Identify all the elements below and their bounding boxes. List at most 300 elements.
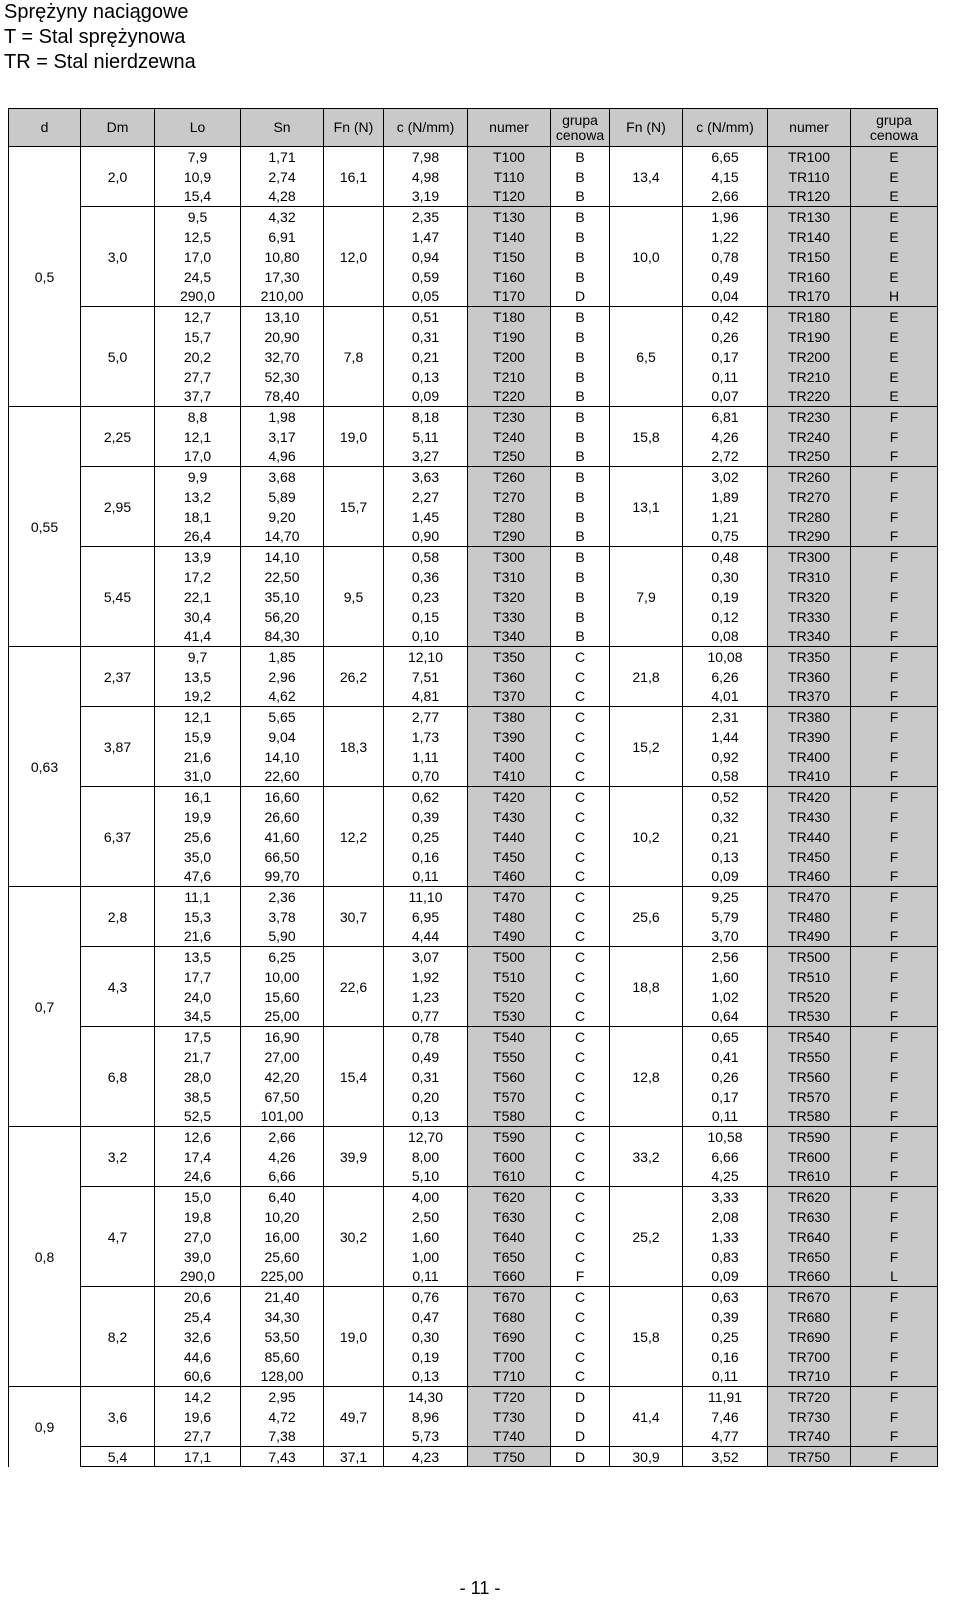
cell-grupa: C	[551, 1147, 610, 1167]
cell-c-tr: 7,46	[683, 1407, 768, 1427]
cell-c: 0,59	[384, 267, 468, 287]
cell-grupa-tr: F	[851, 507, 938, 527]
cell-numer-tr: TR560	[768, 1067, 851, 1087]
cell-c: 5,10	[384, 1167, 468, 1187]
cell-c: 0,49	[384, 1047, 468, 1067]
cell-grupa-tr: E	[851, 347, 938, 367]
cell-c-tr: 0,26	[683, 327, 768, 347]
cell-grupa-tr: F	[851, 1087, 938, 1107]
cell-lo: 20,6	[155, 1287, 241, 1307]
cell-numer: T310	[468, 567, 551, 587]
cell-grupa: C	[551, 1127, 610, 1147]
cell-sn: 10,80	[241, 247, 324, 267]
cell-numer-tr: TR110	[768, 167, 851, 187]
cell-c: 4,81	[384, 687, 468, 707]
cell-sn: 16,60	[241, 787, 324, 807]
cell-lo: 35,0	[155, 847, 241, 867]
cell-numer-tr: TR130	[768, 207, 851, 227]
cell-c-tr: 0,75	[683, 527, 768, 547]
cell-grupa-tr: F	[851, 767, 938, 787]
cell-grupa-tr: F	[851, 1007, 938, 1027]
cell-sn: 66,50	[241, 847, 324, 867]
cell-sn: 10,00	[241, 967, 324, 987]
cell-c-tr: 0,32	[683, 807, 768, 827]
cell-grupa-tr: F	[851, 1147, 938, 1167]
table-row	[9, 407, 938, 427]
cell-grupa: B	[551, 607, 610, 627]
cell-sn: 101,00	[241, 1107, 324, 1127]
header-fn-tr: Fn (N)	[610, 109, 683, 147]
cell-c-tr: 10,58	[683, 1127, 768, 1147]
cell-fn-tr: 30,9	[610, 1447, 683, 1467]
cell-grupa-tr: F	[851, 807, 938, 827]
cell-c-tr: 2,56	[683, 947, 768, 967]
cell-sn: 7,38	[241, 1427, 324, 1447]
cell-c: 12,10	[384, 647, 468, 667]
cell-sn: 225,00	[241, 1267, 324, 1287]
cell-c: 0,58	[384, 547, 468, 567]
cell-c-tr: 1,22	[683, 227, 768, 247]
cell-lo: 24,5	[155, 267, 241, 287]
cell-lo: 34,5	[155, 1007, 241, 1027]
cell-sn: 2,66	[241, 1127, 324, 1147]
cell-numer-tr: TR600	[768, 1147, 851, 1167]
cell-grupa: C	[551, 1047, 610, 1067]
cell-numer-tr: TR680	[768, 1307, 851, 1327]
cell-grupa-tr: F	[851, 887, 938, 907]
cell-fn: 9,5	[324, 547, 384, 647]
cell-grupa: C	[551, 1247, 610, 1267]
cell-lo: 19,2	[155, 687, 241, 707]
cell-lo: 9,9	[155, 467, 241, 487]
cell-grupa-tr: F	[851, 587, 938, 607]
cell-numer-tr: TR630	[768, 1207, 851, 1227]
cell-numer: T630	[468, 1207, 551, 1227]
cell-numer-tr: TR460	[768, 867, 851, 887]
cell-fn-tr: 13,1	[610, 467, 683, 547]
cell-grupa: D	[551, 1387, 610, 1407]
cell-lo: 8,8	[155, 407, 241, 427]
cell-c-tr: 0,92	[683, 747, 768, 767]
cell-lo: 12,1	[155, 707, 241, 727]
cell-numer-tr: TR590	[768, 1127, 851, 1147]
table-row	[9, 547, 938, 567]
table-row	[9, 947, 938, 967]
cell-numer-tr: TR670	[768, 1287, 851, 1307]
cell-fn-tr: 10,0	[610, 207, 683, 307]
cell-lo: 41,4	[155, 627, 241, 647]
cell-numer-tr: TR740	[768, 1427, 851, 1447]
cell-grupa-tr: H	[851, 287, 938, 307]
cell-lo: 13,5	[155, 947, 241, 967]
cell-grupa-tr: F	[851, 847, 938, 867]
cell-c-tr: 0,04	[683, 287, 768, 307]
cell-lo: 21,6	[155, 747, 241, 767]
cell-c: 1,60	[384, 1227, 468, 1247]
title-line-2: T = Stal sprężynowa	[4, 26, 186, 48]
cell-grupa-tr: F	[851, 947, 938, 967]
cell-fn-tr: 18,8	[610, 947, 683, 1027]
cell-grupa: B	[551, 327, 610, 347]
cell-numer: T690	[468, 1327, 551, 1347]
cell-grupa: C	[551, 1327, 610, 1347]
cell-fn-tr: 15,8	[610, 1287, 683, 1387]
cell-c-tr: 0,16	[683, 1347, 768, 1367]
cell-c: 1,73	[384, 727, 468, 747]
cell-grupa-tr: F	[851, 487, 938, 507]
cell-numer: T430	[468, 807, 551, 827]
cell-grupa: B	[551, 167, 610, 187]
cell-c: 7,51	[384, 667, 468, 687]
cell-grupa: C	[551, 767, 610, 787]
cell-c-tr: 0,09	[683, 1267, 768, 1287]
cell-numer-tr: TR160	[768, 267, 851, 287]
cell-numer: T460	[468, 867, 551, 887]
header-d: d	[9, 109, 81, 147]
cell-c: 8,00	[384, 1147, 468, 1167]
cell-c-tr: 0,26	[683, 1067, 768, 1087]
cell-c: 6,95	[384, 907, 468, 927]
cell-c: 0,15	[384, 607, 468, 627]
cell-lo: 39,0	[155, 1247, 241, 1267]
cell-numer: T200	[468, 347, 551, 367]
cell-grupa-tr: F	[851, 467, 938, 487]
cell-c: 2,50	[384, 1207, 468, 1227]
header-grupa-tr-line1: grupa	[876, 111, 912, 128]
cell-c-tr: 1,33	[683, 1227, 768, 1247]
cell-grupa-tr: L	[851, 1267, 938, 1287]
cell-sn: 42,20	[241, 1067, 324, 1087]
cell-numer-tr: TR220	[768, 387, 851, 407]
cell-c: 0,94	[384, 247, 468, 267]
cell-c: 12,70	[384, 1127, 468, 1147]
cell-numer-tr: TR230	[768, 407, 851, 427]
cell-grupa-tr: F	[851, 787, 938, 807]
cell-lo: 30,4	[155, 607, 241, 627]
header-numer: numer	[468, 109, 551, 147]
cell-c-tr: 0,11	[683, 1367, 768, 1387]
cell-lo: 15,0	[155, 1187, 241, 1207]
cell-numer-tr: TR430	[768, 807, 851, 827]
cell-grupa-tr: F	[851, 1447, 938, 1467]
cell-grupa-tr: E	[851, 167, 938, 187]
cell-fn: 7,8	[324, 307, 384, 407]
cell-sn: 4,62	[241, 687, 324, 707]
table-row	[9, 1127, 938, 1147]
cell-numer: T610	[468, 1167, 551, 1187]
cell-grupa-tr: F	[851, 1167, 938, 1187]
cell-numer: T330	[468, 607, 551, 627]
table-row	[9, 207, 938, 227]
cell-grupa-tr: F	[851, 1387, 938, 1407]
table-row	[9, 1187, 938, 1207]
cell-grupa-tr: F	[851, 727, 938, 747]
cell-c-tr: 2,08	[683, 1207, 768, 1227]
cell-fn: 18,3	[324, 707, 384, 787]
cell-sn: 4,72	[241, 1407, 324, 1427]
cell-sn: 52,30	[241, 367, 324, 387]
cell-lo: 27,7	[155, 1427, 241, 1447]
cell-sn: 17,30	[241, 267, 324, 287]
cell-dm: 2,37	[81, 647, 155, 707]
cell-grupa: C	[551, 1227, 610, 1247]
cell-c: 3,07	[384, 947, 468, 967]
cell-lo: 7,9	[155, 147, 241, 167]
cell-fn-tr: 12,8	[610, 1027, 683, 1127]
cell-numer: T350	[468, 647, 551, 667]
cell-numer: T720	[468, 1387, 551, 1407]
cell-c: 1,45	[384, 507, 468, 527]
cell-sn: 3,68	[241, 467, 324, 487]
cell-numer: T340	[468, 627, 551, 647]
cell-grupa-tr: F	[851, 687, 938, 707]
cell-numer-tr: TR650	[768, 1247, 851, 1267]
cell-numer-tr: TR610	[768, 1167, 851, 1187]
cell-numer: T160	[468, 267, 551, 287]
cell-numer-tr: TR510	[768, 967, 851, 987]
cell-numer: T170	[468, 287, 551, 307]
cell-dm: 5,45	[81, 547, 155, 647]
cell-grupa-tr: F	[851, 707, 938, 727]
cell-numer: T360	[468, 667, 551, 687]
cell-grupa-tr: F	[851, 1367, 938, 1387]
cell-grupa: B	[551, 247, 610, 267]
cell-numer: T740	[468, 1427, 551, 1447]
cell-fn-tr: 15,8	[610, 407, 683, 467]
cell-c-tr: 0,64	[683, 1007, 768, 1027]
cell-grupa-tr: F	[851, 1407, 938, 1427]
cell-c: 0,05	[384, 287, 468, 307]
cell-lo: 25,4	[155, 1307, 241, 1327]
cell-c: 0,11	[384, 1267, 468, 1287]
cell-numer: T680	[468, 1307, 551, 1327]
cell-numer-tr: TR340	[768, 627, 851, 647]
cell-grupa: C	[551, 1067, 610, 1087]
header-row	[9, 109, 938, 147]
cell-grupa-tr: E	[851, 187, 938, 207]
cell-c: 0,31	[384, 1067, 468, 1087]
cell-numer: T440	[468, 827, 551, 847]
cell-sn: 26,60	[241, 807, 324, 827]
cell-lo: 290,0	[155, 287, 241, 307]
table-row	[9, 1447, 938, 1467]
cell-grupa: B	[551, 307, 610, 327]
cell-lo: 60,6	[155, 1367, 241, 1387]
cell-grupa: B	[551, 487, 610, 507]
cell-numer-tr: TR710	[768, 1367, 851, 1387]
cell-sn: 84,30	[241, 627, 324, 647]
cell-fn: 37,1	[324, 1447, 384, 1467]
cell-numer: T730	[468, 1407, 551, 1427]
cell-numer-tr: TR400	[768, 747, 851, 767]
cell-sn: 7,43	[241, 1447, 324, 1467]
cell-c: 2,35	[384, 207, 468, 227]
cell-c-tr: 0,49	[683, 267, 768, 287]
cell-numer-tr: TR250	[768, 447, 851, 467]
header-grupa-cenowa	[551, 109, 610, 147]
cell-numer-tr: TR580	[768, 1107, 851, 1127]
cell-grupa-tr: F	[851, 1347, 938, 1367]
cell-sn: 53,50	[241, 1327, 324, 1347]
cell-lo: 17,2	[155, 567, 241, 587]
header-numer-tr: numer	[768, 109, 851, 147]
cell-fn: 30,7	[324, 887, 384, 947]
cell-sn: 25,00	[241, 1007, 324, 1027]
cell-c-tr: 3,52	[683, 1447, 768, 1467]
header-lo: Lo	[155, 109, 241, 147]
cell-numer-tr: TR690	[768, 1327, 851, 1347]
cell-numer: T470	[468, 887, 551, 907]
cell-numer: T120	[468, 187, 551, 207]
cell-lo: 17,1	[155, 1447, 241, 1467]
cell-numer: T510	[468, 967, 551, 987]
cell-dm: 2,0	[81, 147, 155, 207]
cell-c: 0,13	[384, 1367, 468, 1387]
cell-c-tr: 0,13	[683, 847, 768, 867]
cell-grupa-tr: F	[851, 1207, 938, 1227]
cell-numer-tr: TR730	[768, 1407, 851, 1427]
cell-c-tr: 4,15	[683, 167, 768, 187]
cell-c-tr: 0,63	[683, 1287, 768, 1307]
cell-numer: T560	[468, 1067, 551, 1087]
cell-lo: 13,9	[155, 547, 241, 567]
cell-grupa: C	[551, 987, 610, 1007]
cell-c: 0,30	[384, 1327, 468, 1347]
cell-lo: 32,6	[155, 1327, 241, 1347]
cell-sn: 6,25	[241, 947, 324, 967]
cell-grupa: C	[551, 1107, 610, 1127]
cell-c: 7,98	[384, 147, 468, 167]
cell-lo: 26,4	[155, 527, 241, 547]
cell-numer: T700	[468, 1347, 551, 1367]
cell-lo: 20,2	[155, 347, 241, 367]
cell-numer-tr: TR620	[768, 1187, 851, 1207]
cell-c: 5,73	[384, 1427, 468, 1447]
cell-grupa-tr: E	[851, 307, 938, 327]
cell-c-tr: 1,96	[683, 207, 768, 227]
cell-numer-tr: TR530	[768, 1007, 851, 1027]
cell-numer: T250	[468, 447, 551, 467]
cell-grupa: C	[551, 1087, 610, 1107]
cell-sn: 56,20	[241, 607, 324, 627]
cell-lo: 15,9	[155, 727, 241, 747]
cell-c-tr: 0,09	[683, 867, 768, 887]
cell-numer: T290	[468, 527, 551, 547]
cell-c-tr: 0,42	[683, 307, 768, 327]
cell-c-tr: 0,58	[683, 767, 768, 787]
cell-grupa-tr: F	[851, 1247, 938, 1267]
cell-c-tr: 11,91	[683, 1387, 768, 1407]
cell-c-tr: 0,21	[683, 827, 768, 847]
cell-c-tr: 3,70	[683, 927, 768, 947]
cell-grupa: D	[551, 1427, 610, 1447]
header-sn: Sn	[241, 109, 324, 147]
cell-grupa: C	[551, 927, 610, 947]
cell-c: 0,16	[384, 847, 468, 867]
cell-grupa: B	[551, 347, 610, 367]
cell-grupa-tr: E	[851, 387, 938, 407]
cell-c-tr: 10,08	[683, 647, 768, 667]
cell-dm: 3,2	[81, 1127, 155, 1187]
cell-grupa-tr: F	[851, 1427, 938, 1447]
cell-c: 4,98	[384, 167, 468, 187]
cell-grupa-tr: E	[851, 367, 938, 387]
cell-sn: 4,96	[241, 447, 324, 467]
cell-grupa-tr: F	[851, 1307, 938, 1327]
cell-dm: 3,0	[81, 207, 155, 307]
cell-grupa: C	[551, 867, 610, 887]
cell-grupa: C	[551, 907, 610, 927]
cell-numer: T620	[468, 1187, 551, 1207]
cell-numer-tr: TR120	[768, 187, 851, 207]
cell-numer: T520	[468, 987, 551, 1007]
cell-sn: 20,90	[241, 327, 324, 347]
cell-fn: 22,6	[324, 947, 384, 1027]
cell-lo: 27,7	[155, 367, 241, 387]
cell-lo: 13,5	[155, 667, 241, 687]
cell-c: 1,00	[384, 1247, 468, 1267]
cell-numer: T660	[468, 1267, 551, 1287]
cell-grupa-tr: F	[851, 1067, 938, 1087]
cell-sn: 34,30	[241, 1307, 324, 1327]
cell-lo: 21,6	[155, 927, 241, 947]
cell-numer-tr: TR570	[768, 1087, 851, 1107]
cell-numer-tr: TR480	[768, 907, 851, 927]
cell-numer: T150	[468, 247, 551, 267]
cell-c: 1,23	[384, 987, 468, 1007]
cell-lo: 15,4	[155, 187, 241, 207]
cell-numer: T240	[468, 427, 551, 447]
cell-lo: 12,1	[155, 427, 241, 447]
cell-c: 0,23	[384, 587, 468, 607]
cell-c-tr: 0,83	[683, 1247, 768, 1267]
cell-numer-tr: TR100	[768, 147, 851, 167]
cell-numer-tr: TR520	[768, 987, 851, 1007]
springs-table	[8, 108, 938, 1467]
cell-lo: 19,8	[155, 1207, 241, 1227]
cell-grupa: C	[551, 687, 610, 707]
cell-grupa: B	[551, 407, 610, 427]
cell-numer: T210	[468, 367, 551, 387]
cell-dm: 8,2	[81, 1287, 155, 1387]
cell-grupa-tr: F	[851, 1227, 938, 1247]
cell-c-tr: 0,25	[683, 1327, 768, 1347]
cell-grupa-tr: F	[851, 1187, 938, 1207]
cell-grupa-tr: F	[851, 607, 938, 627]
cell-fn: 15,4	[324, 1027, 384, 1127]
cell-c-tr: 1,89	[683, 487, 768, 507]
cell-fn: 19,0	[324, 407, 384, 467]
cell-c-tr: 0,12	[683, 607, 768, 627]
cell-numer-tr: TR540	[768, 1027, 851, 1047]
cell-c: 0,25	[384, 827, 468, 847]
cell-numer-tr: TR500	[768, 947, 851, 967]
cell-lo: 15,3	[155, 907, 241, 927]
cell-numer-tr: TR210	[768, 367, 851, 387]
cell-c-tr: 0,48	[683, 547, 768, 567]
cell-c: 0,47	[384, 1307, 468, 1327]
cell-c: 4,00	[384, 1187, 468, 1207]
cell-grupa: B	[551, 447, 610, 467]
cell-grupa-tr: F	[851, 927, 938, 947]
cell-sn: 14,10	[241, 747, 324, 767]
cell-c-tr: 0,52	[683, 787, 768, 807]
cell-sn: 4,32	[241, 207, 324, 227]
cell-numer: T580	[468, 1107, 551, 1127]
cell-grupa-tr: F	[851, 447, 938, 467]
page-number: - 11 -	[459, 1578, 501, 1598]
cell-c-tr: 2,31	[683, 707, 768, 727]
